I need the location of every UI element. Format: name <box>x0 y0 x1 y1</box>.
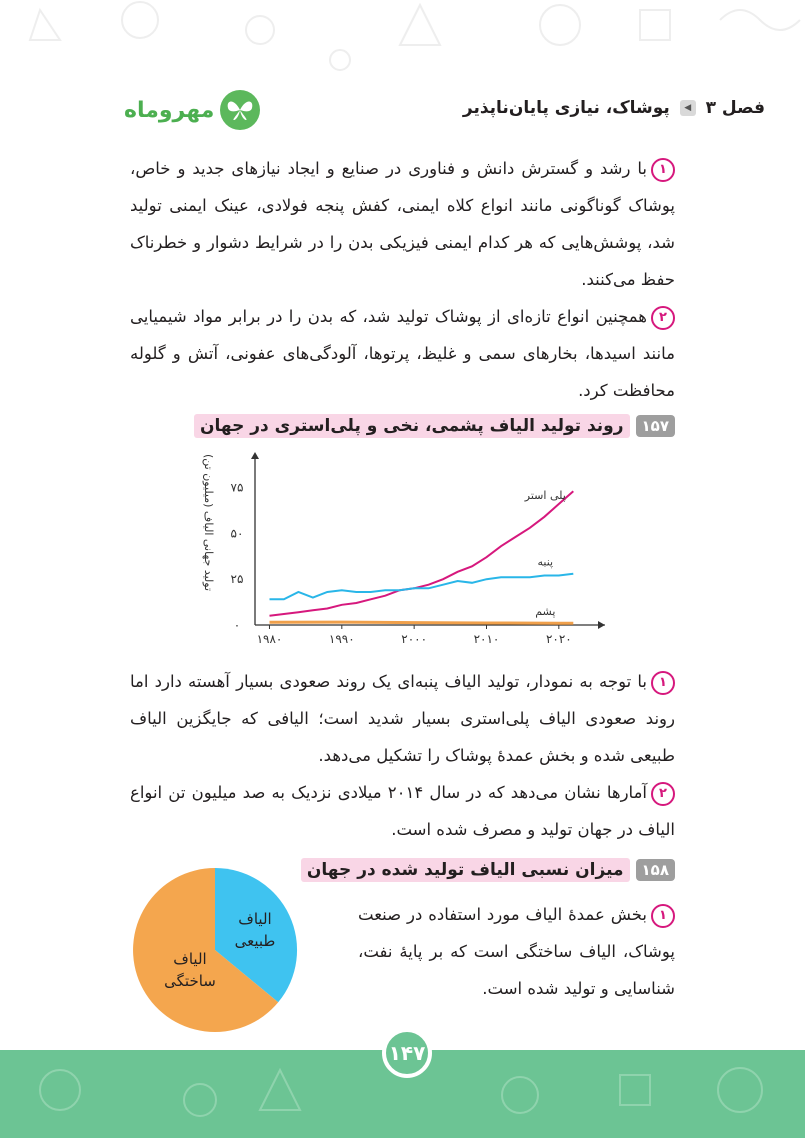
y-tick-label: ۵۰ <box>230 526 244 541</box>
butterfly-logo-icon <box>220 90 260 130</box>
brand <box>124 90 260 130</box>
paragraph-5 <box>358 896 675 1007</box>
x-tick-label: ۲۰۲۰ <box>545 632 572 646</box>
figure-number-badge: ۱۵۸ <box>636 859 675 881</box>
figure-caption: میزان نسبی الیاف تولید شده در جهان <box>301 858 630 882</box>
pie-label-line: الیاف <box>238 910 272 928</box>
y-axis-arrow-icon <box>251 452 259 459</box>
y-tick-label: ۰ <box>233 618 241 632</box>
chapter-name: پوشاک، نیازی پایان‌ناپذیر <box>462 98 670 118</box>
x-tick-label: ۲۰۱۰ <box>473 632 500 646</box>
series-label: پلی استر <box>524 489 566 503</box>
pie-label-synthetic <box>150 948 230 992</box>
page-header <box>40 90 765 140</box>
chevron-left-icon: ◀ <box>680 100 696 116</box>
y-axis-label: تولید جهانی الیاف (میلیون تن) <box>202 453 215 592</box>
paragraph-text: همچنین انواع تازه‌ای از پوشاک تولید شد، که بدن را در برابر مواد شیمیایی مانند اسیدها، بخارهای سمی و غلیظ، پرتوها، آلودگی‌های عفونی، آتش و گلوله محافظت کرد. <box>130 307 675 400</box>
figure-number-badge: ۱۵۷ <box>636 415 675 437</box>
paragraph-text: بخش عمدهٔ الیاف مورد استفاده در صنعت پوشاک، الیاف ساختگی است که بر پایهٔ نفت، شناسایی و تولید شده است. <box>358 905 675 998</box>
pie-label-natural <box>225 908 285 952</box>
figure-caption: روند تولید الیاف پشمی، نخی و پلی‌استری در جهان <box>194 414 630 438</box>
series-line-3 <box>270 622 574 623</box>
paragraph-text: با رشد و گسترش دانش و فناوری در صنایع و ایجاد نیازهای جدید و خاص، پوشاک گوناگونی مانند انواع کلاه ایمنی، کفش پنجه فولادی، عینک ایمنی تولید شد، پوشش‌هایی که هر کدام ایمنی فیزیکی بدن را در شرایط دشوار و خطرناک حفظ می‌کنند. <box>130 159 675 289</box>
chapter-title <box>463 98 765 118</box>
figure-158-title <box>301 858 675 882</box>
pie-label-line: طبیعی <box>234 932 276 950</box>
chapter-label: فصل ۳ <box>705 98 765 118</box>
figure-157-title <box>194 414 675 438</box>
item-number: ۱ <box>651 904 675 928</box>
x-tick-label: ۲۰۰۰ <box>401 632 428 646</box>
pie-label-line: الیاف <box>173 950 207 968</box>
paragraph-text: آمارها نشان می‌دهد که در سال ۲۰۱۴ میلادی نزدیک به صد میلیون تن انواع الیاف در جهان تولید و مصرف شده است. <box>130 783 675 839</box>
brand-name: مهروماه <box>124 97 215 123</box>
item-number: ۲ <box>651 782 675 806</box>
page-number: ۱۴۷ <box>382 1028 432 1078</box>
paragraph-2 <box>130 298 675 409</box>
x-tick-label: ۱۹۸۰ <box>256 632 283 646</box>
series-label: پنبه <box>537 555 554 569</box>
item-number: ۱ <box>651 158 675 182</box>
item-number: ۱ <box>651 671 675 695</box>
paragraph-1 <box>130 150 675 298</box>
fiber-production-line-chart <box>180 450 620 655</box>
pie-label-line: ساختگی <box>164 972 216 990</box>
series-label: پشم <box>535 605 556 619</box>
paragraph-text: با توجه به نمودار، تولید الیاف پنبه‌ای یک روند صعودی بسیار آهسته دارد اما روند صعودی الیاف پلی‌استری بسیار شدید است؛ الیافی که جایگزین الیاف طبیعی شده و بخش عمدهٔ پوشاک را تشکیل می‌دهد. <box>130 672 675 765</box>
paragraph-3 <box>130 663 675 774</box>
paragraph-4 <box>130 774 675 848</box>
y-tick-label: ۲۵ <box>230 572 244 587</box>
x-tick-label: ۱۹۹۰ <box>328 632 355 646</box>
x-axis-arrow-icon <box>598 621 605 629</box>
y-tick-label: ۷۵ <box>230 480 244 495</box>
background-doodles <box>0 0 805 90</box>
item-number: ۲ <box>651 306 675 330</box>
